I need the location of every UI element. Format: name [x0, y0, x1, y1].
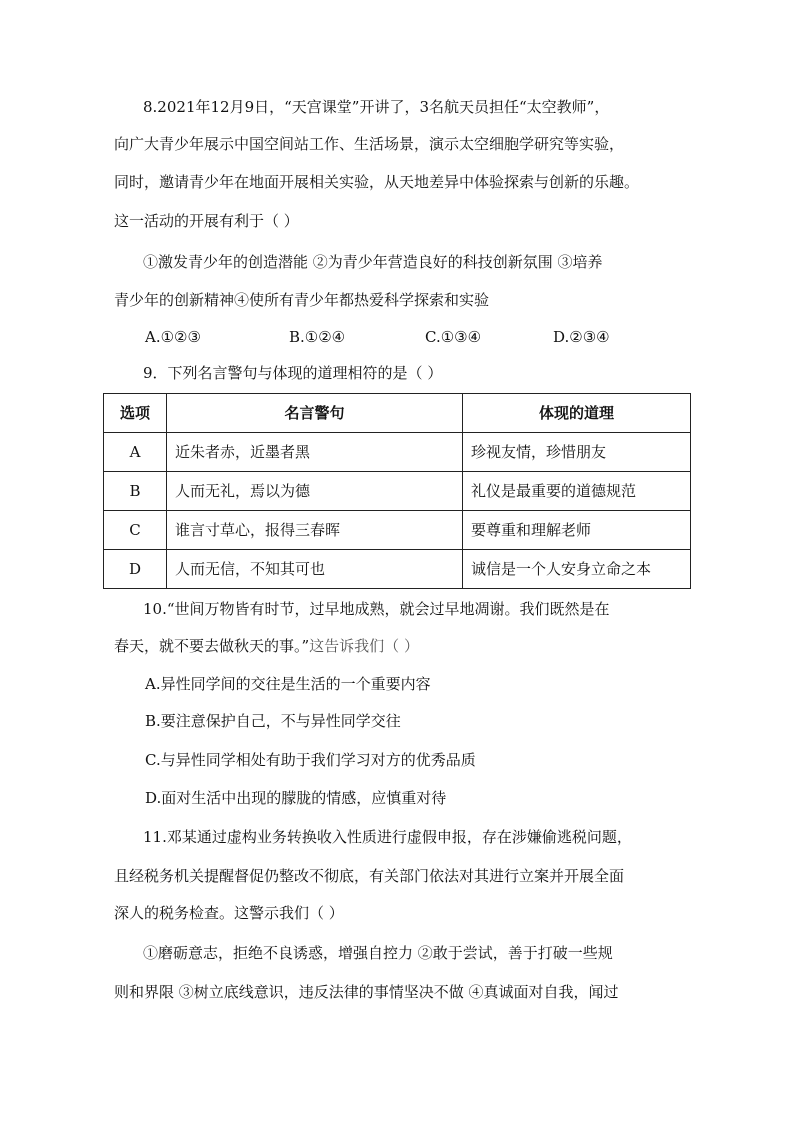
- q11-line-3: 深人的税务检查。这警示我们（ ）: [114, 904, 344, 922]
- q8-line-4: 这一活动的开展有利于（ ）: [114, 212, 299, 230]
- q10-line-1: 10.“世间万物皆有时节，过早地成熟，就会过早地凋谢。我们既然是在: [143, 600, 610, 618]
- table-row: [104, 433, 691, 472]
- q10-option-b[interactable]: B.要注意保护自己，不与异性同学交往: [145, 712, 401, 730]
- q9-cell-option: B: [104, 472, 167, 511]
- q11-line-2: 且经税务机关提醒督促仍整改不彻底，有关部门依法对其进行立案并开展全面: [114, 867, 625, 885]
- q9-cell-option: C: [104, 511, 167, 550]
- q9-cell-principle: 诚信是一个人安身立命之本: [463, 550, 691, 589]
- table-row: [104, 472, 691, 511]
- q9-stem: 9．下列名言警句与体现的道理相符的是（ ）: [143, 364, 443, 382]
- q9-table-header-row: [104, 394, 691, 433]
- q8-option-a[interactable]: A.①②③: [145, 328, 201, 346]
- q9-cell-principle: 要尊重和理解老师: [463, 511, 691, 550]
- q9-header-option: 选项: [104, 394, 167, 433]
- q9-table: [103, 393, 691, 589]
- q10-line-2: [114, 636, 419, 656]
- q8-option-b[interactable]: B.①②④: [289, 328, 346, 346]
- q9-header-quote: 名言警句: [167, 394, 463, 433]
- q8-option-d[interactable]: D.②③④: [553, 328, 610, 346]
- table-row: [104, 511, 691, 550]
- q9-cell-quote: 人而无礼，焉以为德: [167, 472, 463, 511]
- q10-option-c[interactable]: C.与异性同学相处有助于我们学习对方的优秀品质: [145, 751, 476, 769]
- q8-line-1: 8.2021年12月9日，“天宫课堂”开讲了，3名航天员担任“太空教师”，: [143, 98, 610, 116]
- q8-line-5: ①激发青少年的创造潜能 ②为青少年营造良好的科技创新氛围 ③培养: [143, 253, 603, 271]
- q9-cell-quote: 人而无信，不知其可也: [167, 550, 463, 589]
- q8-line-3: 同时，邀请青少年在地面开展相关实验，从天地差异中体验探索与创新的乐趣。: [114, 173, 640, 191]
- q8-line-2: 向广大青少年展示中国空间站工作、生活场景，演示太空细胞学研究等实验，: [114, 135, 625, 153]
- q9-cell-quote: 近朱者赤，近墨者黑: [167, 433, 463, 472]
- q8-line-6: 青少年的创新精神④使所有青少年都热爱科学探索和实验: [114, 291, 490, 309]
- q11-line-1: 11.邓某通过虚构业务转换收入性质进行虚假申报，存在涉嫌偷逃税问题，: [143, 828, 632, 846]
- q9-cell-option: D: [104, 550, 167, 589]
- q9-cell-principle: 礼仪是最重要的道德规范: [463, 472, 691, 511]
- q10-line-2-text: 春天，就不要去做秋天的事。”: [114, 637, 310, 655]
- q8-option-c[interactable]: C.①③④: [425, 328, 482, 346]
- q10-option-d[interactable]: D.面对生活中出现的朦胧的情感，应慎重对待: [145, 789, 447, 807]
- q9-cell-option: A: [104, 433, 167, 472]
- q9-header-principle: 体现的道理: [463, 394, 691, 433]
- q11-line-5: 则和界限 ③树立底线意识，违反法律的事情坚决不做 ④真诚面对自我，闻过: [114, 983, 619, 1001]
- q11-line-4: ①磨砺意志，拒绝不良诱惑，增强自控力 ②敢于尝试，善于打破一些规: [143, 944, 613, 962]
- q10-option-a[interactable]: A.异性同学间的交往是生活的一个重要内容: [145, 675, 431, 693]
- q9-cell-principle: 珍视友情，珍惜朋友: [463, 433, 691, 472]
- q9-cell-quote: 谁言寸草心，报得三春晖: [167, 511, 463, 550]
- table-row: [104, 550, 691, 589]
- q10-line-2-prompt: 这告诉我们（ ）: [309, 637, 419, 655]
